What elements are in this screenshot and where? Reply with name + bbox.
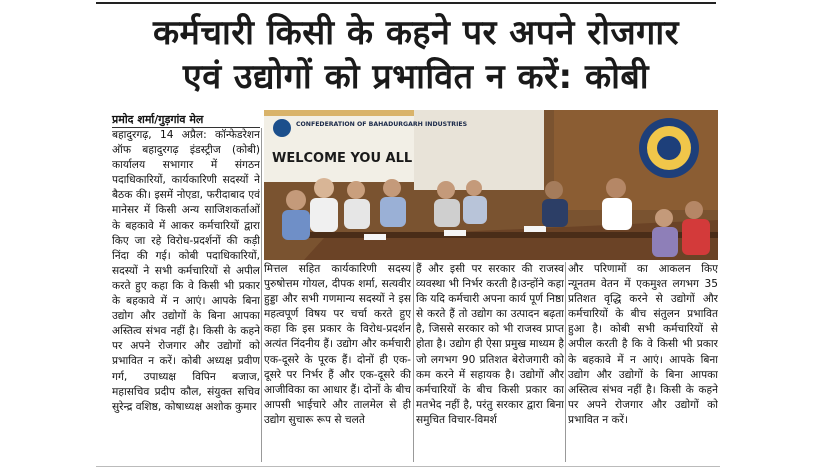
news-photo — [264, 110, 718, 260]
bottom-rule — [96, 466, 720, 467]
article-column-2 — [264, 262, 411, 462]
top-rule — [96, 2, 716, 4]
column-divider — [413, 262, 414, 462]
banner-welcome-text: WELCOME YOU ALL — [272, 151, 413, 166]
meeting-photo-illustration — [264, 110, 718, 260]
headline-line-2: एवं उद्योगों को प्रभावित न करें: कोबी — [182, 57, 650, 97]
article-column-3 — [416, 262, 564, 462]
banner-org-text: CONFEDERATION OF BAHADURGARH INDUSTRIES — [296, 121, 468, 128]
article-column-4 — [568, 262, 718, 462]
byline: प्रमोद शर्मा/गुड़गांव मेल — [112, 113, 204, 126]
column-divider — [261, 128, 262, 462]
article-column-3-text: हैं और इसी पर सरकार की राजस्व व्यवस्था भी निर्भर करती है।उन्होंने कहा कि यदि कर्मचारी अपना कार्य पूर्ण निष्ठा से करते हैं तो उद्योग का उत्पादन बढ़ता है, जिससे सरकार को भी राजस्व प्राप्त होता है। उद्योग ही ऐसा प्रमुख माध्यम है जो लगभग 90 प्रतिशत बेरोजगारी को कम करने में सहायक है। उद्योगों और कर्मचारियों के बीच किसी प्रकार का मतभेद नहीं है, परंतु सरकार द्वारा बिना समुचित विचार-विमर्श — [416, 263, 564, 426]
headline-line-1: कर्मचारी किसी के कहने पर अपने रोजगार — [152, 13, 680, 53]
banner-logo-icon — [273, 119, 291, 137]
article-column-4-text: और परिणामों का आकलन किए न्यूनतम वेतन में एकमुश्त लगभग 35 प्रतिशत वृद्धि करने से उद्योगों और कर्मचारियों के बीच संतुलन प्रभावित हुआ है। कोबी सभी कर्मचारियों से अपील करती है कि वे किसी भी प्रकार के बहकावे में न आएं। आपके बिना उद्योग और उद्योगों के बिना आपका अस्तित्व संभव नहीं है। किसी के कहने पर अपने रोजगार और उद्योगों को प्रभावित न करें। — [568, 263, 718, 426]
article-column-1-text: बहादुरगढ़, 14 अप्रैल: कॉन्फेडरेशन ऑफ बहादुरगढ़ इंडस्ट्रीज (कोबी) कार्यालय सभागार में संगठन पदाधिकारियों, कार्यकारिणी सदस्यों ने बैठक की। इसमें नोएडा, फरीदाबाद एवं मानेसर में किसी अन्य साजिशकर्ताओं के बहकावे में आकर कर्मचारियों द्वारा किए जा रहे विरोध-प्रदर्शनों की कड़ी निंदा की गई। कोबी पदाधिकारियों, सदस्यों ने सभी कर्मचारियों से अपील करते हुए कहा कि वे किसी भी प्रकार के बहकावे में न आएं। आपके बिना उद्योग और उद्योगों के बिना आपका अस्तित्व संभव नहीं है। किसी के कहने पर अपने रोजगार और उद्योगों को प्रभावित न करें। कोबी अध्यक्ष प्रवीण गर्ग, उपाध्यक्ष विपिन बजाज, महासचिव प्रदीप कौल, संयुक्त सचिव सुरेन्द्र वशिष्ठ, कोषाध्यक्ष अशोक कुमार — [112, 129, 260, 413]
article-column-2-text: मित्तल सहित कार्यकारिणी सदस्य पुरुषोत्तम गोयल, दीपक शर्मा, सत्यवीर हुड्डा और सभी गणमान्य सदस्यों ने इस महत्वपूर्ण विषय पर चर्चा करते हुए कहा कि इस प्रकार के विरोध-प्रदर्शन अत्यंत निंदनीय हैं। उद्योग और कर्मचारी एक-दूसरे के पूरक हैं। दोनों ही एक-दूसरे पर निर्भर हैं और एक-दूसरे की आजीविका का आधार हैं। दोनों के बीच आपसी भाईचारे और तालमेल से ही उद्योग सुचारू रूप से चलते — [264, 263, 411, 426]
column-divider — [565, 262, 566, 462]
article-column-1 — [112, 128, 260, 464]
